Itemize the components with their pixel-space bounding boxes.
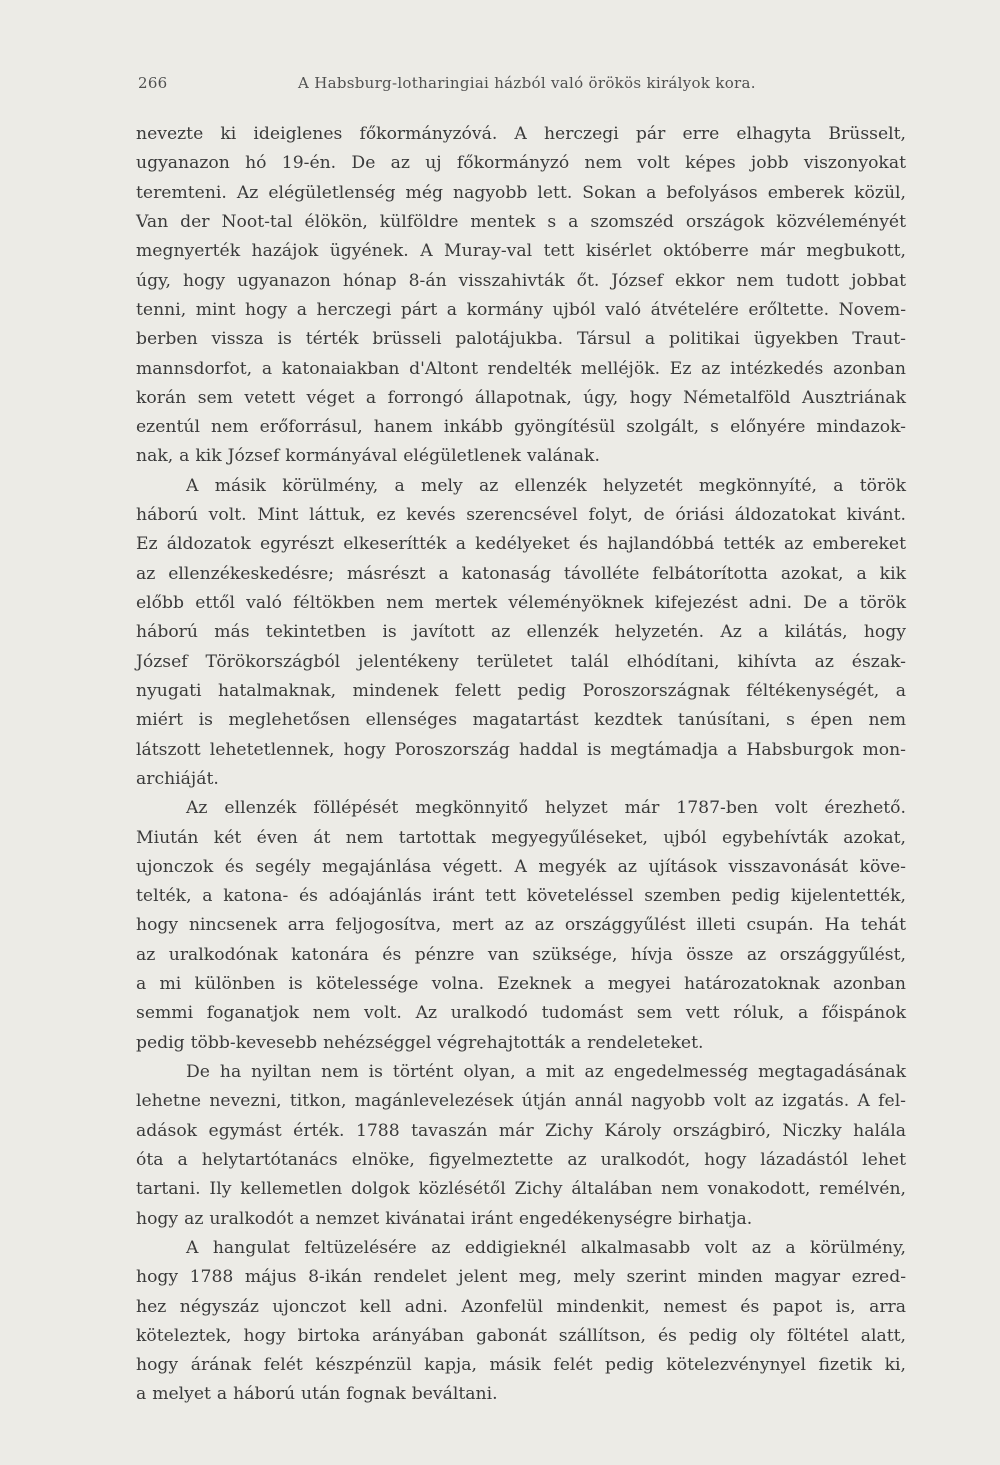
text-line: nak, a kik József kormányával elégületlenek valának. (136, 446, 600, 467)
paragraph (136, 1234, 906, 1410)
text-line: adások egymást érték. 1788 tavaszán már Zichy Károly országbiró, Niczky halála (136, 1120, 906, 1141)
text-line: nyugati hatalmaknak, mindenek felett pedig Poroszországnak féltékenységét, a (136, 680, 906, 701)
text-line: óta a helytartótanács elnöke, figyelmeztette az uralkodót, hogy lázadástól lehet (136, 1149, 906, 1170)
paragraph (136, 794, 906, 1058)
text-line: korán sem vetett véget a forrongó állapotnak, úgy, hogy Németalföld Ausztriának (136, 387, 906, 408)
text-line: előbb ettől való féltökben nem mertek véleményöknek kifejezést adni. De a török (136, 593, 906, 613)
text-line: miért is meglehetősen ellenséges magatartást kezdtek tanúsítani, s épen nem (136, 710, 906, 731)
text-line: köteleztek, hogy birtoka arányában gabonát szállítson, és pedig oly föltétel alatt, (136, 1325, 906, 1346)
text-line: De ha nyiltan nem is történt olyan, a mit az engedelmesség megtagadásának (186, 1062, 906, 1082)
paragraph (136, 1058, 906, 1234)
text-line: Az ellenzék föllépését megkönnyitő helyzet már 1787-ben volt érezhető. (186, 798, 906, 819)
text-line: pedig több-kevesebb nehézséggel végrehajtották a rendeleteket. (136, 1032, 704, 1053)
text-line: ugyanazon hó 19-én. De az uj főkormányzó nem volt képes jobb viszonyokat (136, 153, 906, 174)
text-line: Miután két éven át nem tartottak megyegyűléseket, ujból egybehívták azokat, (136, 827, 906, 848)
text-line: megnyerték hazájok ügyének. A Muray-val tett kisérlet októberre már megbukott, (136, 241, 906, 262)
text-line: a mi különben is kötelessége volna. Ezeknek a megyei határozatoknak azonban (136, 974, 906, 995)
text-line: hogy árának felét készpénzül kapja, másik felét pedig kötelezvénynyel fizetik ki, (136, 1355, 906, 1376)
text-line: mannsdorfot, a katonaiakban d'Altont rendelték melléjök. Ez az intézkedés azonban (136, 358, 906, 379)
text-line: telték, a katona- és adóajánlás iránt tett követeléssel szemben pedig kijelentették, (136, 886, 906, 907)
text-line: teremteni. Az elégületlenség még nagyobb lett. Sokan a befolyásos emberek közül, (136, 182, 906, 203)
text-line: A másik körülmény, a mely az ellenzék helyzetét megkönnyíté, a török (186, 475, 906, 496)
text-line: az ellenzékeskedésre; másrészt a katonaság távolléte felbátorította azokat, a kik (136, 563, 906, 584)
page-number: 266 (138, 74, 168, 92)
paragraph (136, 472, 906, 794)
paragraph (136, 120, 906, 472)
text-line: József Törökországból jelentékeny területet talál elhódítani, kihívta az észak- (136, 651, 906, 672)
text-line: Ez áldozatok egyrészt elkeserítték a kedélyeket és hajlandóbbá tették az embereket (136, 534, 906, 555)
text-line: hogy nincsenek arra feljogosítva, mert az az országgyűlést illeti csupán. Ha tehát (136, 915, 906, 936)
text-line: háború volt. Mint láttuk, ez kevés szerencsével folyt, de óriási áldozatokat kivánt. (136, 505, 906, 526)
text-line: A hangulat feltüzelésére az eddigieknél alkalmasabb volt az a körülmény, (186, 1237, 906, 1258)
text-line: archiáját. (136, 768, 219, 789)
text-line: semmi foganatjok nem volt. Az uralkodó tudomást sem vett róluk, a főispánok (136, 1003, 906, 1024)
text-line: az uralkodónak katonára és pénzre van szüksége, hívja össze az országgyűlést, (136, 944, 906, 965)
text-line: lehetne nevezni, titkon, magánlevelezések útján annál nagyobb volt az izgatás. A fel- (136, 1091, 906, 1112)
text-line: nevezte ki ideiglenes főkormányzóvá. A herczegi pár erre elhagyta Brüsselt, (136, 124, 906, 144)
text-line: háború más tekintetben is javított az ellenzék helyzetén. Az a kilátás, hogy (136, 622, 906, 643)
page-header (138, 74, 908, 96)
text-line: tenni, mint hogy a herczegi párt a kormány ujból való átvételére erőltette. Novem- (136, 299, 906, 320)
text-line: hogy 1788 május 8-ikán rendelet jelent meg, mely szerint minden magyar ezred- (136, 1267, 906, 1288)
text-line: berben vissza is térték brüsseli palotájukba. Társul a politikai ügyekben Traut- (136, 329, 906, 350)
text-line: a melyet a háború után fognak beváltani. (136, 1384, 498, 1405)
text-line: hez négyszáz ujonczot kell adni. Azonfelül mindenkit, nemest és papot is, arra (136, 1296, 906, 1317)
text-line: látszott lehetetlennek, hogy Poroszország haddal is megtámadja a Habsburgok mon- (136, 739, 906, 760)
body-text (136, 120, 906, 1410)
text-line: tartani. Ily kellemetlen dolgok közlésétől Zichy általában nem vonakodott, remélvén, (136, 1179, 906, 1200)
text-line: úgy, hogy ugyanazon hónap 8-án visszahivták őt. József ekkor nem tudott jobbat (136, 270, 906, 291)
text-line: ezentúl nem erőforrásul, hanem inkább gyöngítésül szolgált, s előnyére mindazok- (136, 417, 906, 438)
text-line: Van der Noot-tal élökön, külföldre mentek s a szomszéd országok közvéleményét (136, 211, 906, 232)
text-line: ujonczok és segély megajánlása végett. A megyék az ujítások visszavonását köve- (136, 856, 906, 877)
text-line: hogy az uralkodót a nemzet kivánatai iránt engedékenységre birhatja. (136, 1208, 753, 1229)
running-title: A Habsburg-lotharingiai házból való örökös királyok kora. (298, 74, 756, 92)
